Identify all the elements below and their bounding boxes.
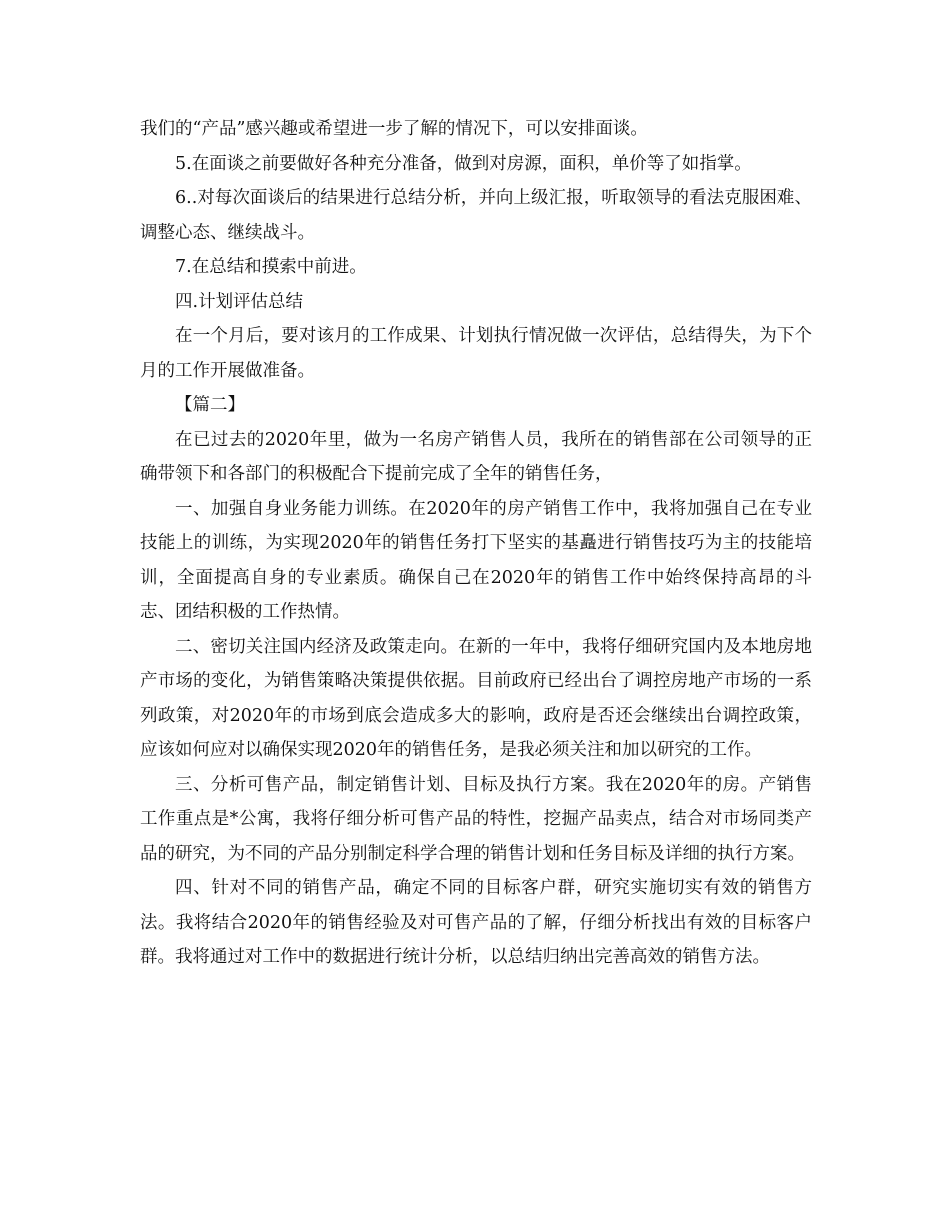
document-body [140, 112, 812, 975]
paragraph-item-7: 7.在总结和摸索中前进。 [175, 257, 367, 277]
paragraph-item-5: 5.在面谈之前要做好各种充分准备，做到对房源，面积，单价等了如指掌。 [175, 153, 752, 174]
part-heading: 【篇二】 [175, 395, 245, 415]
paragraph-intro: 在已过去的2020年里，做为一名房产销售人员，我所在的销售部在公司领导的正确带领下和各部门的积极配合下提前完成了全年的销售任务， [140, 429, 812, 484]
paragraph-point-3: 三、分析可售产品，制定销售计划、目标及执行方案。我在2020年的房。产销售工作重点是*公寓，我将仔细分析可售产品的特性，挖掘产品卖点，结合对市场同类产品的研究，为不同的产品分别制定科学合理的销售计划和任务目标及详细的执行方案。 [140, 774, 812, 864]
paragraph-evaluation: 在一个月后，要对该月的工作成果、计划执行情况做一次评估，总结得失，为下个月的工作开展做准备。 [140, 326, 812, 381]
paragraph-point-4: 四、针对不同的销售产品，确定不同的目标客户群，研究实施切实有效的销售方法。我将结合2020年的销售经验及对可售产品的了解，仔细分析找出有效的目标客户群。我将通过对工作中的数据进行统计分析，以总结归纳出完善高效的销售方法。 [140, 878, 812, 967]
section-heading-4: 四.计划评估总结 [175, 291, 304, 312]
paragraph-item-6: 6..对每次面谈后的结果进行总结分析，并向上级汇报，听取领导的看法克服困难、调整心态、继续战斗。 [140, 188, 812, 243]
paragraph-point-2: 二、密切关注国内经济及政策走向。在新的一年中，我将仔细研究国内及本地房地产市场的变化，为销售策略决策提供依据。目前政府已经出台了调控房地产市场的一系列政策，对2020年的市场到底会造成多大的影响，政府是否还会继续出台调控政策，应该如何应对以确保实现2020年的销售任务，是我必须关注和加以研究的工作。 [140, 636, 812, 760]
paragraph-continuation: 我们的“产品”感兴趣或希望进一步了解的情况下，可以安排面谈。 [140, 119, 648, 139]
paragraph-point-1: 一、加强自身业务能力训练。在2020年的房产销售工作中，我将加强自己在专业技能上的训练，为实现2020年的销售任务打下坚实的基矗进行销售技巧为主的技能培训，全面提高自身的专业素质。确保自己在2020年的销售工作中始终保持高昂的斗志、团结积极的工作热情。 [140, 498, 812, 622]
